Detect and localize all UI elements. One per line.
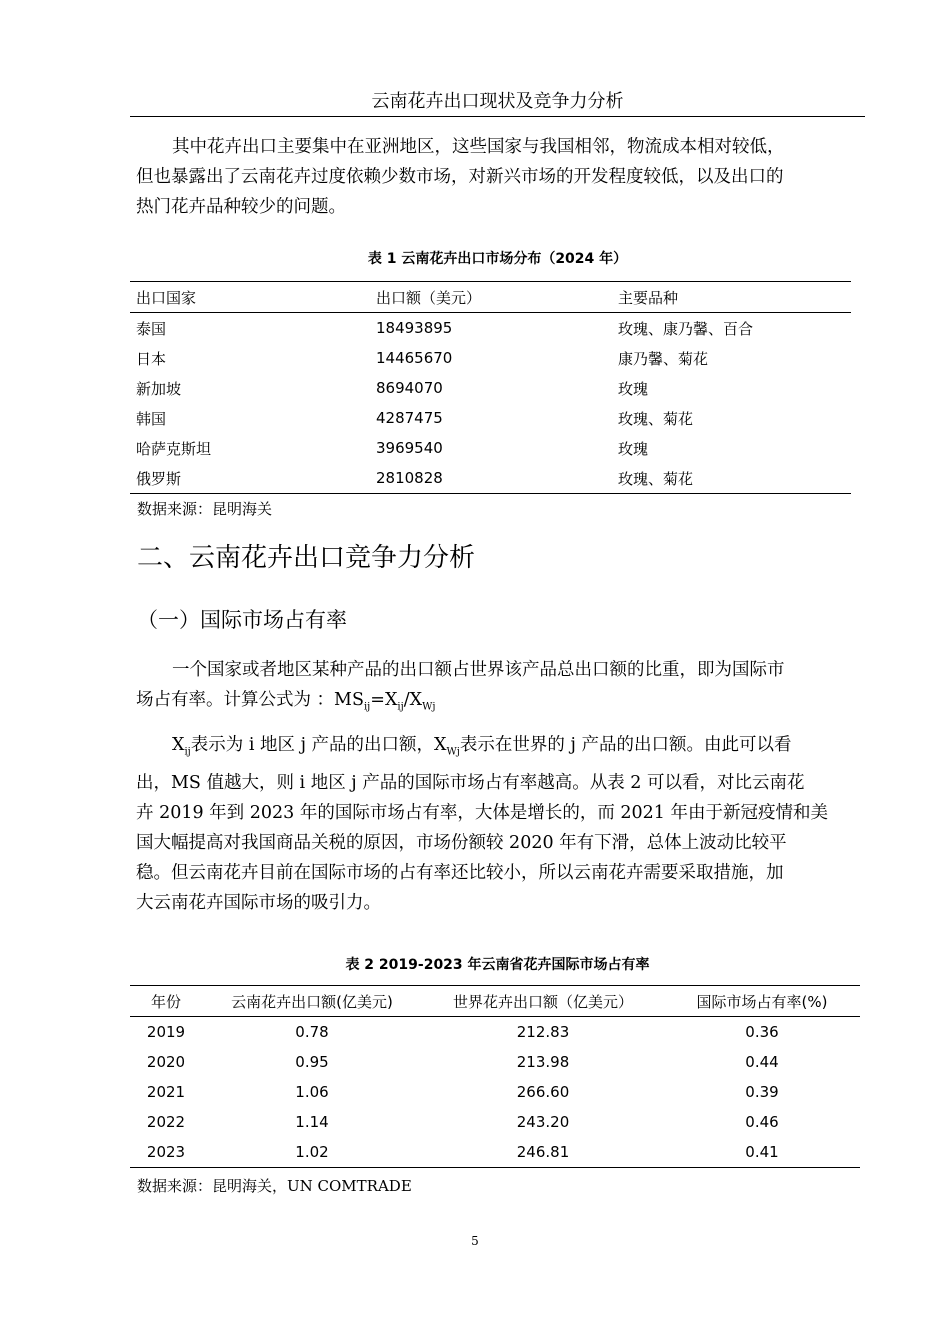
table1-header-country: 出口国家 — [130, 282, 370, 313]
table-row — [130, 433, 851, 463]
table1-cell: 泰国 — [136, 319, 167, 338]
table2-cell: 1.14 — [295, 1113, 329, 1131]
table2-header-year: 年份 — [130, 986, 202, 1017]
subsection-heading: （一）国际市场占有率 — [137, 608, 347, 632]
section-heading: 二、云南花卉出口竞争力分析 — [137, 543, 476, 573]
table-row — [130, 403, 851, 433]
definition-line-1: 一个国家或者地区某种产品的出口额占世界该产品总出口额的比重，即为国际市 — [172, 660, 785, 680]
page-header-title: 云南花卉出口现状及竞争力分析 — [371, 91, 624, 112]
table2-cell: 0.36 — [745, 1023, 779, 1041]
table2-cell: 246.81 — [516, 1143, 570, 1161]
table2-cell: 2019 — [146, 1023, 186, 1041]
table-row — [130, 1017, 860, 1048]
analysis-line-4: 国大幅提高对我国商品关税的原因，市场份额较 2020 年有下滑，总体上波动比较平 — [136, 832, 787, 853]
analysis-line-2: 出，MS 值越大，则 i 地区 j 产品的国际市场占有率越高。从表 2 可以看，对比云南花 — [136, 772, 805, 793]
formula-eq: =X — [370, 690, 398, 710]
analysis-mid2: 表示在世界的 j 产品的出口额。由此可以看 — [459, 735, 792, 755]
table-row — [130, 1077, 860, 1107]
table1-caption: 表 1 云南花卉出口市场分布（2024 年） — [367, 251, 628, 267]
table2-header-share: 国际市场占有率(%) — [664, 986, 860, 1017]
table2-cell: 1.02 — [295, 1143, 329, 1161]
analysis-mid1: 表示为 i 地区 j 产品的出口额，X — [190, 735, 447, 755]
table1-cell: 18493895 — [376, 319, 453, 337]
table2-market-share — [130, 985, 860, 1168]
page-number: 5 — [471, 1234, 479, 1248]
table2-cell: 2021 — [146, 1083, 186, 1101]
table-row — [130, 343, 851, 373]
analysis-x: X — [172, 735, 185, 755]
table1-cell: 玫瑰 — [618, 439, 649, 458]
table2-cell: 2020 — [146, 1053, 186, 1071]
table2-source-note: 数据来源：昆明海关，UN COMTRADE — [137, 1177, 412, 1195]
table1-header-varieties: 主要品种 — [612, 282, 851, 313]
table-row — [130, 463, 851, 494]
table-row — [130, 313, 851, 344]
table2-header-row — [130, 986, 860, 1017]
table1-cell: 新加坡 — [136, 379, 182, 398]
table2-header-yunnan-export: 云南花卉出口额(亿美元) — [202, 986, 422, 1017]
analysis-line-6: 大云南花卉国际市场的吸引力。 — [136, 892, 381, 913]
table2-cell: 243.20 — [516, 1113, 570, 1131]
formula-sub-ij: ij — [363, 701, 371, 713]
table1-header-amount: 出口额（美元） — [370, 282, 612, 313]
table-row — [130, 1107, 860, 1137]
table1-cell: 玫瑰 — [618, 379, 649, 398]
table1-cell: 玫瑰、菊花 — [618, 469, 694, 488]
table1-cell: 韩国 — [136, 409, 167, 428]
table1-cell: 3969540 — [376, 439, 443, 457]
table1-cell: 俄罗斯 — [136, 469, 182, 488]
table1-header-row — [130, 282, 851, 313]
analysis-line-3: 卉 2019 年到 2023 年的国际市场占有率，大体是增长的，而 2021 年由于新冠疫情和美 — [136, 802, 828, 823]
analysis-line-5: 稳。但云南花卉目前在国际市场的占有率还比较小，所以云南花卉需要采取措施，加 — [136, 862, 784, 883]
table2-cell: 266.60 — [516, 1083, 570, 1101]
formula-line — [136, 685, 860, 723]
formula-prefix: 场占有率。计算公式为 ：MS — [136, 690, 364, 710]
table2-cell: 213.98 — [516, 1053, 570, 1071]
table1-cell: 哈萨克斯坦 — [136, 439, 212, 458]
table2-cell: 0.41 — [745, 1143, 779, 1161]
table2-cell: 0.78 — [295, 1023, 329, 1041]
formula-slash: /X — [403, 690, 423, 710]
table2-cell: 0.46 — [745, 1113, 779, 1131]
intro-line-3: 热门花卉品种较少的问题。 — [136, 197, 346, 217]
table2-cell: 2023 — [146, 1143, 186, 1161]
table1-cell: 14465670 — [376, 349, 453, 367]
table1-cell: 康乃馨、菊花 — [618, 349, 709, 368]
table1-cell: 8694070 — [376, 379, 443, 397]
table-row — [130, 1047, 860, 1077]
definition-paragraph — [136, 655, 860, 723]
analysis-paragraph — [136, 730, 860, 918]
intro-line-1: 其中花卉出口主要集中在亚洲地区，这些国家与我国相邻，物流成本相对较低， — [172, 137, 785, 157]
analysis-line-1 — [136, 730, 860, 768]
table2-cell: 212.83 — [516, 1023, 570, 1041]
table-row — [130, 1137, 860, 1168]
table1-cell: 玫瑰、菊花 — [618, 409, 694, 428]
table1-cell: 玫瑰、康乃馨、百合 — [618, 319, 754, 338]
table1-source-note: 数据来源：昆明海关 — [137, 500, 273, 518]
table1-cell: 4287475 — [376, 409, 443, 427]
table2-cell: 0.95 — [295, 1053, 329, 1071]
analysis-sub-ij: ij — [184, 746, 191, 758]
table2-cell: 0.39 — [745, 1083, 779, 1101]
table2-header-world-export: 世界花卉出口额（亿美元） — [422, 986, 664, 1017]
table2-cell: 2022 — [146, 1113, 186, 1131]
intro-line-2: 但也暴露出了云南花卉过度依赖少数市场，对新兴市场的开发程度较低，以及出口的 — [136, 167, 784, 187]
table2-cell: 0.44 — [745, 1053, 779, 1071]
table-row — [130, 373, 851, 403]
table2-caption: 表 2 2019-2023 年云南省花卉国际市场占有率 — [345, 957, 650, 973]
intro-paragraph — [136, 132, 860, 222]
formula-sub-ij-2: ij — [397, 701, 404, 713]
table1-export-markets — [130, 281, 851, 494]
header-divider — [130, 116, 865, 117]
formula-sub-wj: Wj — [422, 701, 436, 713]
table2-cell: 1.06 — [295, 1083, 329, 1101]
table1-cell: 2810828 — [376, 469, 443, 487]
table1-cell: 日本 — [136, 349, 167, 368]
analysis-sub-wj: Wj — [446, 746, 460, 758]
